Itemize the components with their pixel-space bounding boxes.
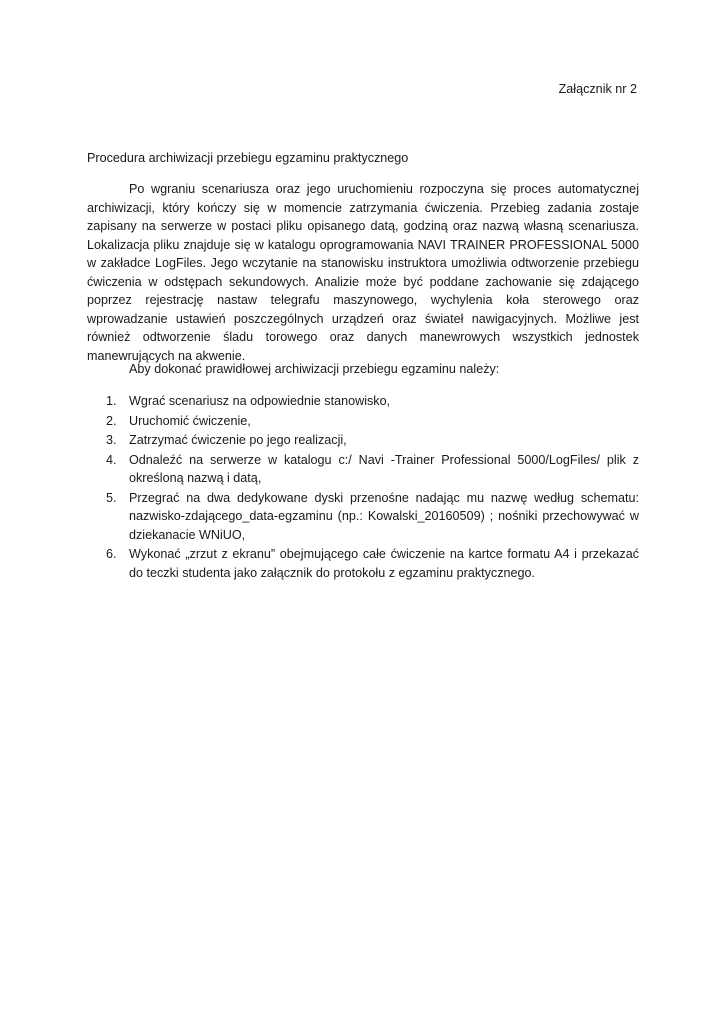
list-item (87, 489, 639, 545)
list-item-number: 1. (106, 394, 117, 408)
list-item-text: Zatrzymać ćwiczenie po jego realizacji, (129, 433, 347, 447)
list-item-text: Wykonać „zrzut z ekranu” obejmującego całe ćwiczenie na kartce formatu A4 i przekazać do teczki studenta jako załącznik do protokołu z egzaminu praktycznego. (129, 547, 639, 580)
list-item-number: 6. (106, 547, 117, 561)
steps-lead: Aby dokonać prawidłowej archiwizacji przebiegu egzaminu należy: (129, 362, 500, 376)
list-item (87, 431, 639, 450)
list-item-number: 3. (106, 433, 117, 447)
list-item (87, 451, 639, 488)
list-item (87, 545, 639, 582)
intro-paragraph: Po wgraniu scenariusza oraz jego uruchomieniu rozpoczyna się proces automatycznej archiwizacji, który kończy się w momencie zatrzymania ćwiczenia. Przebieg zadania zostaje zapisany na serwerze w postaci pliku opisanego datą, godziną oraz nazwą własną scenariusza. Lokalizacja pliku znajduje się w katalogu oprogramowania NAVI TRAINER PROFESSIONAL 5000 w zakładce LogFiles. Jego wczytanie na stanowisku instruktora umożliwia odtworzenie przebiegu ćwiczenia w odstępach sekundowych. Analizie może być poddane zachowanie się zdającego poprzez rejestrację nastaw telegrafu maszynowego, wychylenia koła sterowego oraz wprowadzanie ustawień poszczególnych urządzeń oraz świateł nawigacyjnych. Możliwe jest również odtworzenie śladu torowego oraz danych manewrowych wszystkich jednostek manewrujących na akwenie. (87, 182, 639, 363)
list-item-text: Przegrać na dwa dedykowane dyski przenośne nadając mu nazwę według schematu: nazwisko-zdającego_data-egzaminu (np.: Kowalski_20160509) ; nośniki przechowywać w dziekanacie WNiUO, (129, 490, 639, 542)
list-item-number: 4. (106, 452, 117, 467)
annex-label: Załącznik nr 2 (558, 82, 637, 96)
steps-list (87, 392, 639, 583)
list-item (87, 392, 639, 411)
list-item-number: 5. (106, 490, 117, 505)
list-item-text: Uruchomić ćwiczenie, (129, 413, 251, 428)
list-item-number: 2. (106, 413, 117, 428)
list-item-text: Odnaleźć na serwerze w katalogu c:/ Navi -Trainer Professional 5000/LogFiles/ plik z określoną nazwą i datą, (129, 452, 639, 485)
list-item (87, 412, 639, 431)
document-title: Procedura archiwizacji przebiegu egzaminu praktycznego (87, 151, 409, 165)
list-item-text: Wgrać scenariusz na odpowiednie stanowisko, (129, 394, 391, 408)
